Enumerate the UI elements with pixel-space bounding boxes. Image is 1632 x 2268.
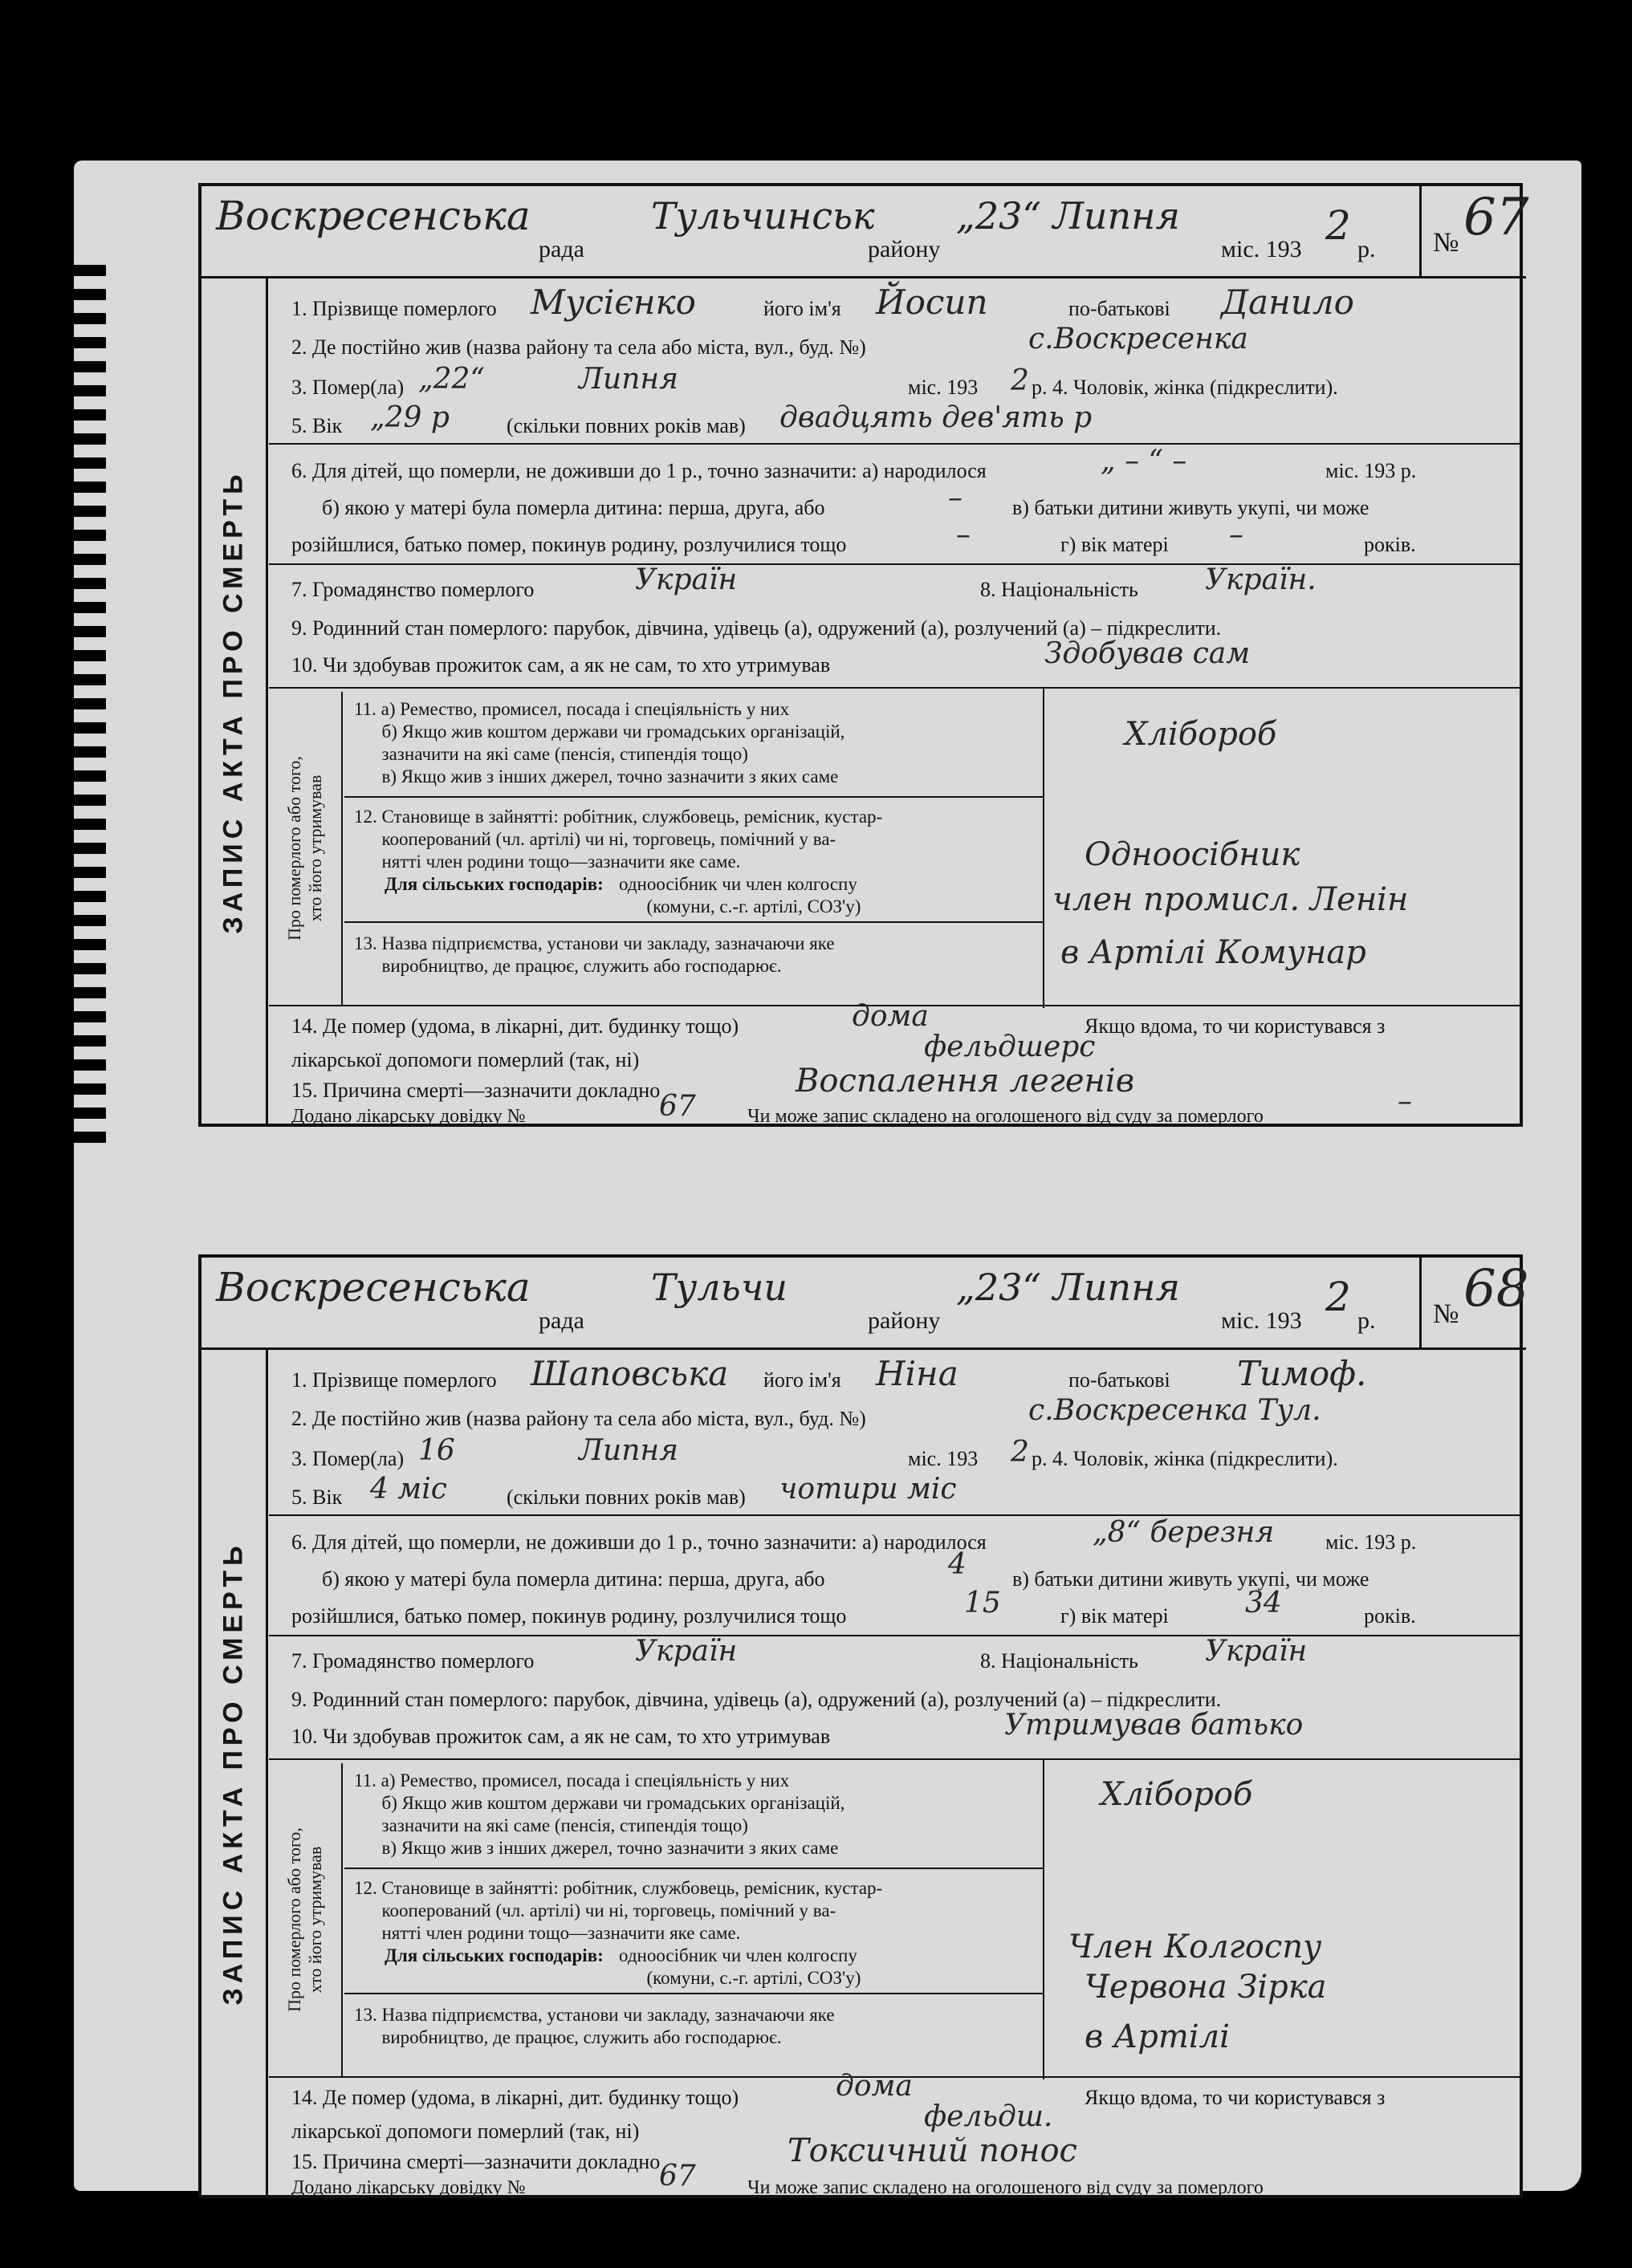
- patronymic: Данило: [1221, 282, 1354, 322]
- patronymic-label: по-батькові: [1068, 297, 1170, 320]
- rule: [269, 563, 1521, 565]
- supporter-side-panel: [269, 1763, 343, 2076]
- supporter-title-2: хто його утримував: [305, 1846, 326, 1994]
- parents-status: 15: [964, 1587, 1001, 1620]
- cause-of-death-label: 15. Причина смерті—зазначити докладно: [291, 1079, 661, 1102]
- death-record-form-2: [198, 1254, 1529, 2198]
- rule: [269, 1758, 1521, 1760]
- employment-detail: член промисл. Ленін: [1052, 881, 1409, 918]
- village-name: Воскресенська: [216, 1264, 531, 1311]
- sex-label: р. 4. Чоловік, жінка (підкреслити).: [1032, 1447, 1338, 1470]
- form-header: [201, 186, 1529, 278]
- side-title: ЗАПИС АКТА ПРО СМЕРТЬ: [218, 469, 249, 934]
- occupation-label: 11. а) Ремество, промисел, посада і спеціяльність у них б) Якщо жив коштом держави чи громадських організацій, зазначити на які саме (пенсія, стипендія тощо) в) Якщо жив з інших джерел, точно зазначити з яких саме: [354, 1770, 845, 1858]
- side-title-panel: [201, 276, 268, 1127]
- nationality-label: 8. Національність: [980, 578, 1138, 601]
- child-order: 4: [948, 1548, 967, 1581]
- year-digit: 2: [1325, 1274, 1351, 1320]
- child-order-label: б) якою у матері була померла дитина: перша, друга, або: [322, 496, 825, 519]
- occupation-label: 11. а) Ремество, промисел, посада і спеціяльність у них б) Якщо жив коштом держави чи громадських організацій, зазначити на які саме (пенсія, стипендія тощо) в) Якщо жив з інших джерел, точно зазначити з яких саме: [354, 699, 845, 786]
- nationality: Україн.: [1205, 563, 1317, 596]
- death-year-label: міс. 193: [908, 376, 979, 399]
- sex-label: р. 4. Чоловік, жінка (підкреслити).: [1032, 376, 1338, 399]
- court-record-label: Чи може запис складено на оголошеного від суду за померлого: [747, 2177, 1264, 2198]
- parents-status-label: в) батьки дитини живуть укупі, чи може: [1012, 496, 1369, 519]
- child-birth-label: 6. Для дітей, що померли, не доживши до 1 р., точно зазначити: а) народилося: [291, 1530, 987, 1554]
- deceased-surname: Шаповська: [531, 1354, 729, 1393]
- medical-aid: фельдшерс: [924, 1030, 1096, 1063]
- certificate-label: Додано лікарську довідку №: [291, 2177, 526, 2198]
- death-place-label: 14. Де помер (удома, в лікарні, дит. будинку тощо): [291, 2086, 739, 2109]
- death-month: Липня: [579, 363, 678, 396]
- first-name-label: його ім'я: [763, 297, 841, 320]
- citizenship-label: 7. Громадянство померлого: [291, 1649, 535, 1673]
- medical-aid-label-2: лікарської допомоги померлий (так, ні): [291, 1048, 640, 1071]
- year-digit: 2: [1325, 202, 1351, 249]
- parents-status-label: в) батьки дитини живуть укупі, чи може: [1012, 1567, 1369, 1591]
- death-day: 16: [418, 1434, 455, 1467]
- death-day: „22“: [418, 363, 485, 396]
- farmer-label: Для сільських господарів:: [385, 874, 604, 894]
- residence-label: 2. Де постійно жив (назва району та села або міста, вул., буд. №): [291, 335, 866, 359]
- rada-label: рада: [539, 1307, 584, 1334]
- child-birth-year-label: міс. 193 р.: [1325, 1530, 1417, 1554]
- certificate-number: 67: [659, 2160, 696, 2193]
- patronymic-label: по-батькові: [1068, 1368, 1170, 1392]
- record-date: „23“ Липня: [956, 1266, 1180, 1309]
- vrule: [1043, 687, 1044, 1008]
- rule: [344, 1868, 1043, 1869]
- medical-aid-label-2: лікарської допомоги померлий (так, ні): [291, 2120, 640, 2143]
- medical-aid-label: Якщо вдома, то чи користувався з: [1085, 1014, 1386, 1038]
- rayon-label: району: [868, 1307, 941, 1334]
- employment-label: 12. Становище в зайнятті: робітник, службовець, ремісник, кустар- кооперований (чл. артілі) чи ні, торговець, помічний у ва- нятті член родини тощо—зазначити яке саме.: [354, 807, 883, 872]
- year-suffix: р.: [1357, 1307, 1376, 1334]
- income-source: Здобував сам: [1044, 637, 1251, 670]
- supporter-title-1: Про померлого або того,: [284, 756, 305, 941]
- number-label: №: [1433, 1299, 1459, 1329]
- nationality: Україн: [1205, 1635, 1308, 1668]
- age-in-words: двадцять дев'ять р: [779, 401, 1093, 434]
- rule: [344, 1993, 1043, 1994]
- cause-of-death-label: 15. Причина смерті—зазначити докладно: [291, 2150, 661, 2173]
- residence: с.Воскресенка Тул.: [1028, 1394, 1321, 1427]
- mother-age: –: [1229, 518, 1243, 551]
- years-label: років.: [1364, 533, 1416, 556]
- mother-age: 34: [1245, 1587, 1282, 1620]
- employment-detail: Червона Зірка: [1085, 1969, 1327, 2006]
- death-date-label: 3. Помер(ла): [291, 1447, 405, 1470]
- first-name: Ніна: [876, 1354, 958, 1393]
- workplace-label: 13. Назва підприємства, установи чи закладу, зазначаючи яке виробництво, де працює, служить або господарює.: [354, 933, 835, 976]
- death-record-form-1: [198, 183, 1529, 1127]
- workplace: в Артілі Комунар: [1060, 934, 1366, 971]
- income-source-label: 10. Чи здобував прожиток сам, а як не сам, то хто утримував: [291, 1725, 831, 1748]
- rule: [269, 687, 1521, 689]
- record-number: 68: [1463, 1259, 1529, 1319]
- parents-status-label-2: розійшлися, батько помер, покинув родину, розлучилися тощо: [291, 533, 847, 556]
- death-year-label: міс. 193: [908, 1447, 979, 1470]
- age-hint: (скільки повних років мав): [507, 1486, 746, 1509]
- record-number-box: [1419, 186, 1529, 276]
- occupation: Хлібороб: [1101, 1776, 1253, 1813]
- age-hint: (скільки повних років мав): [507, 414, 746, 437]
- income-source-label: 10. Чи здобував прожиток сам, а як не сам, то хто утримував: [291, 653, 831, 677]
- citizenship: Україн: [635, 1635, 738, 1668]
- occupation: Хлібороб: [1125, 716, 1277, 753]
- age-value: „29 р: [370, 401, 450, 434]
- medical-aid: фельдш.: [924, 2100, 1053, 2133]
- death-place: дома: [836, 2070, 913, 2103]
- district-name: Тульчинськ: [651, 194, 875, 238]
- cause-of-death: Воспалення легенів: [796, 1063, 1134, 1099]
- mother-age-label: г) вік матері: [1060, 1604, 1169, 1628]
- district-name: Тульчи: [651, 1266, 788, 1309]
- death-month: Липня: [579, 1434, 678, 1467]
- workplace-label: 13. Назва підприємства, установи чи закладу, зазначаючи яке виробництво, де працює, служить або господарює.: [354, 2005, 835, 2047]
- vrule: [1043, 1758, 1044, 2079]
- mother-age-label: г) вік матері: [1060, 533, 1169, 556]
- torn-page-edge: [74, 265, 106, 1148]
- rule: [269, 1514, 1521, 1516]
- medical-aid-label: Якщо вдома, то чи користувався з: [1085, 2086, 1386, 2109]
- years-label: років.: [1364, 1604, 1416, 1628]
- form-header: [201, 1258, 1529, 1350]
- citizenship: Україн: [635, 563, 738, 596]
- rule: [269, 443, 1521, 445]
- first-name: Йосип: [876, 282, 988, 322]
- age-in-words: чотири міс: [779, 1473, 957, 1506]
- patronymic: Тимоф.: [1237, 1354, 1367, 1393]
- age-label: 5. Вік: [291, 414, 343, 437]
- side-title-panel: [201, 1347, 268, 2198]
- side-title: ЗАПИС АКТА ПРО СМЕРТЬ: [218, 1540, 249, 2006]
- number-label: №: [1433, 228, 1459, 258]
- month-year-label: міс. 193: [1221, 236, 1302, 262]
- parents-status-label-2: розійшлися, батько помер, покинув родину, розлучилися тощо: [291, 1604, 847, 1628]
- employment-status: Член Колгоспу: [1068, 1929, 1322, 1965]
- sub-side-text: [284, 1827, 326, 2012]
- rada-label: рада: [539, 236, 584, 262]
- sub-side-text: [284, 756, 326, 941]
- certificate-number: 67: [659, 1090, 696, 1123]
- supporter-title-2: хто його утримував: [305, 774, 326, 922]
- parents-status: –: [956, 518, 971, 551]
- cause-of-death: Токсичний понос: [788, 2132, 1077, 2169]
- marital-status-label: 9. Родинний стан померлого: парубок, дівчина, удівець (а), одружений (а), розлучений (а) – підкреслити.: [291, 616, 1222, 640]
- child-birth-date: „8“ березня: [1093, 1516, 1275, 1549]
- deceased-surname-label: 1. Прізвище померлого: [291, 1368, 497, 1392]
- deceased-surname: Мусієнко: [531, 282, 696, 322]
- record-number-box: [1419, 1258, 1529, 1347]
- child-birth-year-label: міс. 193 р.: [1325, 459, 1417, 482]
- death-place-label: 14. Де помер (удома, в лікарні, дит. будинку тощо): [291, 1014, 739, 1038]
- age-value: 4 міс: [370, 1473, 447, 1506]
- rule: [344, 796, 1043, 798]
- farmer-options: одноосібник чи член колгоспу (комуни, с.-г. артілі, СОЗ'у): [619, 1945, 861, 1988]
- death-year-digit: 2: [1011, 364, 1029, 397]
- child-birth-label: 6. Для дітей, що померли, не доживши до 1 р., точно зазначити: а) народилося: [291, 459, 987, 482]
- court-record-label: Чи може запис складено на оголошеного від суду за померлого: [747, 1106, 1264, 1127]
- court-record: –: [1398, 1085, 1412, 1118]
- child-birth-date: „ – “ –: [1101, 445, 1187, 478]
- employment-status: Одноосібник: [1085, 836, 1300, 873]
- death-place: дома: [852, 1000, 929, 1033]
- death-year-digit: 2: [1011, 1436, 1029, 1469]
- residence-label: 2. Де постійно жив (назва району та села або міста, вул., буд. №): [291, 1407, 866, 1430]
- residence: с.Воскресенка: [1028, 323, 1248, 356]
- record-date: „23“ Липня: [956, 194, 1180, 238]
- deceased-surname-label: 1. Прізвище померлого: [291, 297, 497, 320]
- workplace: в Артілі: [1085, 2018, 1230, 2055]
- child-order: –: [948, 482, 963, 514]
- nationality-label: 8. Національність: [980, 1649, 1138, 1673]
- year-suffix: р.: [1357, 236, 1376, 262]
- farmer-options: одноосібник чи член колгоспу (комуни, с.-г. артілі, СОЗ'у): [619, 874, 861, 917]
- rule: [269, 1635, 1521, 1636]
- age-label: 5. Вік: [291, 1486, 343, 1509]
- child-order-label: б) якою у матері була померла дитина: перша, друга, або: [322, 1567, 825, 1591]
- supporter-title-1: Про померлого або того,: [284, 1827, 305, 2012]
- citizenship-label: 7. Громадянство померлого: [291, 578, 535, 601]
- month-year-label: міс. 193: [1221, 1307, 1302, 1334]
- rule: [344, 921, 1043, 923]
- village-name: Воскресенська: [216, 193, 531, 239]
- death-date-label: 3. Помер(ла): [291, 376, 405, 399]
- first-name-label: його ім'я: [763, 1368, 841, 1392]
- supporter-side-panel: [269, 692, 343, 1005]
- farmer-label: Для сільських господарів:: [385, 1945, 604, 1965]
- record-number: 67: [1463, 188, 1529, 247]
- income-source: Утримував батько: [1004, 1709, 1304, 1742]
- marital-status-label: 9. Родинний стан померлого: парубок, дівчина, удівець (а), одружений (а), розлучений (а) – підкреслити.: [291, 1688, 1222, 1711]
- certificate-label: Додано лікарську довідку №: [291, 1106, 526, 1127]
- rayon-label: району: [868, 236, 941, 262]
- employment-label: 12. Становище в зайнятті: робітник, службовець, ремісник, кустар- кооперований (чл. артілі) чи ні, торговець, помічний у ва- нятті член родини тощо—зазначити яке саме.: [354, 1878, 883, 1943]
